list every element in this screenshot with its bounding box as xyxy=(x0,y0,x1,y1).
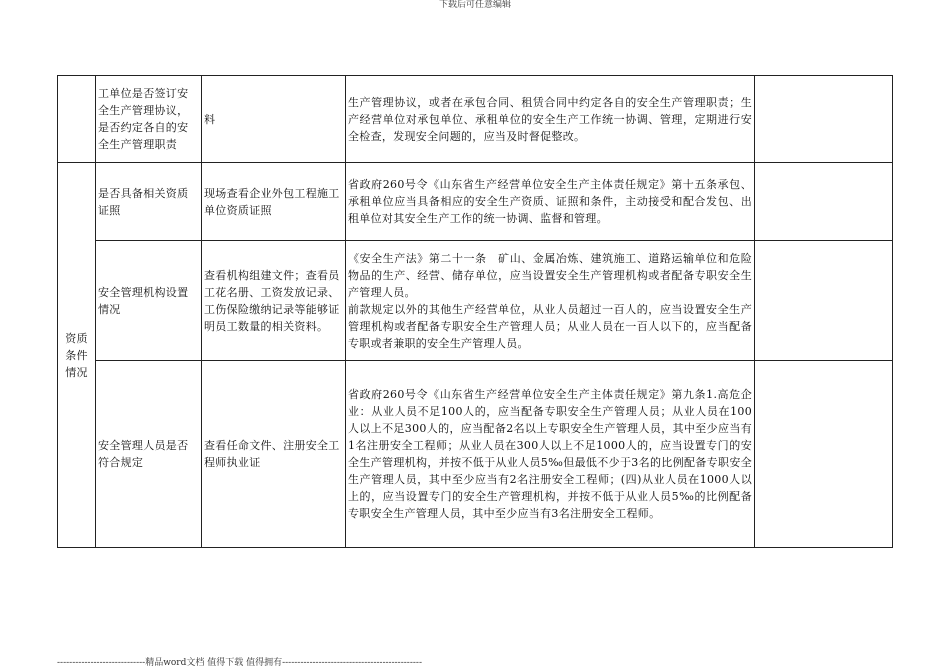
category-cell: 资质条件情况 xyxy=(58,163,96,548)
check-method-cell: 料 xyxy=(202,76,346,163)
check-item-cell: 是否具备相关资质证照 xyxy=(96,163,202,241)
table-row xyxy=(58,241,893,361)
basis-cell xyxy=(346,241,755,361)
check-method-cell: 查看机构组建文件；查看员工花名册、工资发放记录、工伤保险缴纳记录等能够证明员工数量的相关资料。 xyxy=(202,241,346,361)
page-header: 下载后可任意编辑 xyxy=(438,0,511,10)
page-footer: -----------------------------精品word文档 值得下载 值得拥有---------------------------------------------- xyxy=(57,658,422,668)
check-item-cell: 工单位是否签订安全生产管理协议，是否约定各自的安全生产管理职责 xyxy=(96,76,202,163)
table-row xyxy=(58,163,893,241)
remark-cell xyxy=(755,76,893,163)
table-row xyxy=(58,361,893,548)
check-item-cell: 安全管理人员是否符合规定 xyxy=(96,361,202,548)
check-method-cell: 查看任命文件、注册安全工程师执业证 xyxy=(202,361,346,548)
basis-cell xyxy=(346,163,755,241)
remark-cell xyxy=(755,241,893,361)
basis-paragraph: 生产管理协议，或者在承包合同、租赁合同中约定各自的安全生产管理职责；生产经营单位对承包单位、承租单位的安全生产工作统一协调、管理，定期进行安全检查，发现安全问题的，应当及时督促整改。 xyxy=(348,95,752,143)
check-item-cell: 安全管理机构设置情况 xyxy=(96,241,202,361)
remark-cell xyxy=(755,163,893,241)
category-cell xyxy=(58,76,96,163)
basis-cell xyxy=(346,76,755,163)
basis-paragraph: 《安全生产法》第二十一条 矿山、金属冶炼、建筑施工、道路运输单位和危险物品的生产、经营、储存单位，应当设置安全生产管理机构或者配备专职安全生产管理人员。 xyxy=(348,251,752,299)
table-row xyxy=(58,76,893,163)
basis-paragraph: 省政府260号令《山东省生产经营单位安全生产主体责任规定》第十五条承包、承租单位应当具备相应的安全生产资质、证照和条件，主动接受和配合发包、出租单位对其安全生产工作的统一协调、监督和管理。 xyxy=(348,178,752,225)
inspection-table xyxy=(57,75,893,548)
basis-cell xyxy=(346,361,755,548)
basis-paragraph: 前款规定以外的其他生产经营单位，从业人员超过一百人的，应当设置安全生产管理机构或者配备专职安全生产管理人员；从业人员在一百人以下的，应当配备专职或者兼职的安全生产管理人员。 xyxy=(348,302,752,350)
basis-paragraph: 省政府260号令《山东省生产经营单位安全生产主体责任规定》第九条1.高危企业：从业人员不足100人的，应当配备专职安全生产管理人员；从业人员在100人以上不足300人的，应当配备2名以上专职安全生产管理人员，其中至少应当有1名注册安全工程师；从业人员在300人以上不足1000人的，应当设置专门的安全生产管理机构，并按不低于从业人员5‰但最低不少于3名的比例配备专职安全生产管理人员，其中至少应当有2名注册安全工程师；(四)从业人员在1000人以上的，应当设置专门的安全生产管理机构，并按不低于从业人员5‰的比例配备专职安全生产管理人员，其中至少应当有3名注册安全工程师。 xyxy=(348,388,752,520)
check-method-cell: 现场查看企业外包工程施工单位资质证照 xyxy=(202,163,346,241)
remark-cell xyxy=(755,361,893,548)
